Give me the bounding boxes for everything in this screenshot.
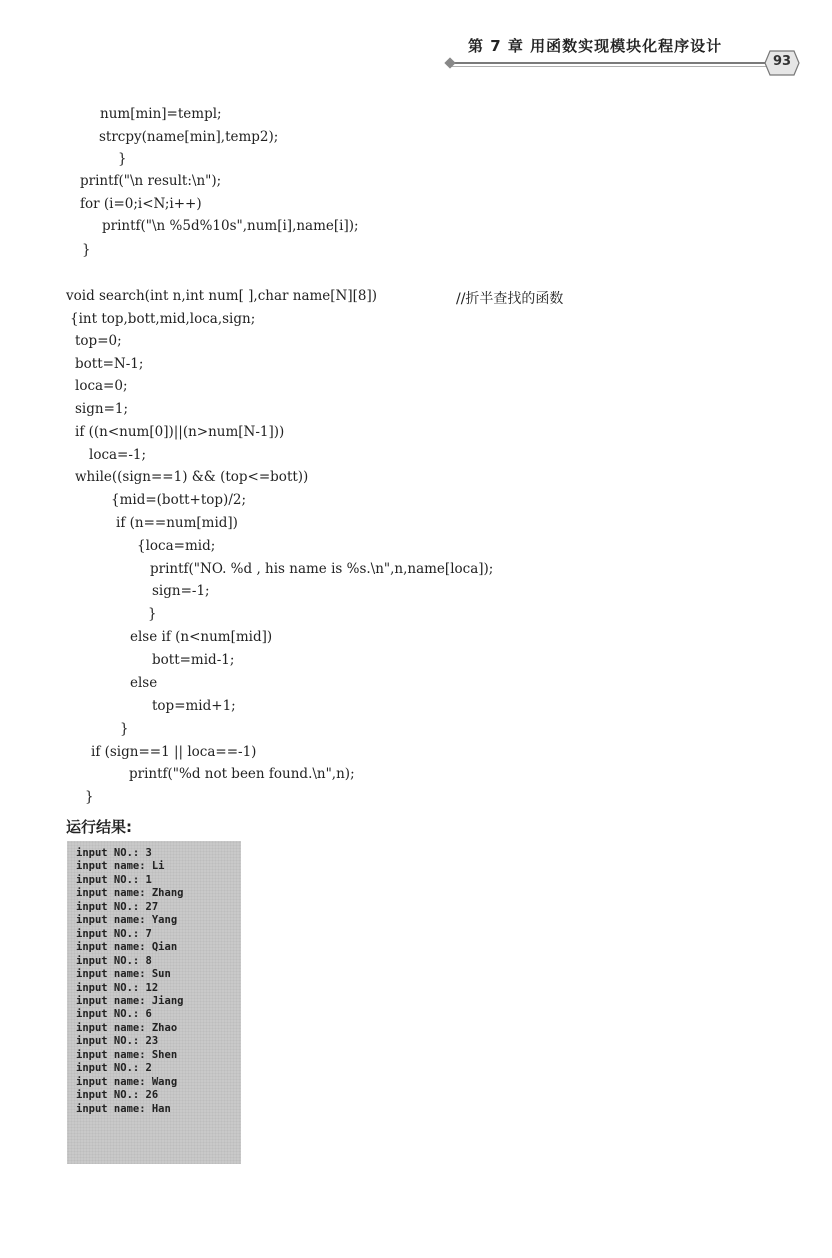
code-line: void search(int n,int num[ ],char name[N][8]) bbox=[66, 288, 378, 304]
code-line: if (n==num[mid]) bbox=[116, 515, 238, 531]
console-output bbox=[67, 841, 241, 1164]
console-line: input NO.: 6 bbox=[76, 1008, 152, 1021]
console-line: input name: Qian bbox=[76, 941, 178, 954]
code-line: printf("%d not been found.\n",n); bbox=[129, 766, 355, 782]
code-line: bott=N-1; bbox=[75, 356, 144, 372]
console-line: input NO.: 1 bbox=[76, 873, 152, 886]
code-line: loca=0; bbox=[75, 378, 128, 394]
code-line: } bbox=[118, 151, 127, 167]
chapter-title: 第 7 章 用函数实现模块化程序设计 bbox=[468, 37, 723, 55]
code-line: {loca=mid; bbox=[137, 538, 216, 554]
code-line: {mid=(bott+top)/2; bbox=[111, 492, 247, 508]
console-line: input name: Yang bbox=[76, 914, 178, 927]
code-line: sign=1; bbox=[75, 401, 129, 417]
code-line: if (sign==1 || loca==-1) bbox=[91, 744, 257, 760]
code-line: } bbox=[120, 721, 129, 737]
code-line: } bbox=[85, 789, 94, 805]
code-line: loca=-1; bbox=[89, 447, 147, 463]
console-line: input name: Shen bbox=[76, 1048, 178, 1061]
console-line: input name: Li bbox=[76, 860, 165, 873]
header-rule-thin bbox=[450, 66, 770, 67]
console-line: input NO.: 7 bbox=[76, 927, 152, 940]
console-line: input name: Zhao bbox=[76, 1021, 178, 1034]
console-line: input NO.: 27 bbox=[76, 900, 159, 913]
console-line: input NO.: 3 bbox=[76, 847, 152, 859]
code-line: top=mid+1; bbox=[152, 698, 236, 714]
page-header bbox=[440, 30, 820, 80]
console-line: input name: Han bbox=[76, 1102, 171, 1115]
code-line: } bbox=[148, 606, 157, 622]
code-line: num[min]=templ; bbox=[100, 106, 222, 122]
code-line: printf("NO. %d , his name is %s.\n",n,name[loca]); bbox=[150, 561, 494, 577]
console-line: input NO.: 8 bbox=[76, 954, 152, 967]
console-line: input name: Jiang bbox=[76, 994, 184, 1007]
console-line: input name: Wang bbox=[76, 1075, 178, 1088]
code-line: sign=-1; bbox=[152, 583, 210, 599]
result-heading: 运行结果: bbox=[66, 818, 132, 836]
console-line: input NO.: 12 bbox=[76, 981, 159, 994]
code-line: printf("\n result:\n"); bbox=[80, 173, 222, 189]
code-comment: //折半查找的函数 bbox=[456, 291, 564, 307]
code-line: top=0; bbox=[75, 333, 122, 349]
code-line: else bbox=[130, 675, 158, 691]
code-line: strcpy(name[min],temp2); bbox=[99, 129, 279, 145]
code-line: bott=mid-1; bbox=[152, 652, 235, 668]
console-line: input NO.: 26 bbox=[76, 1089, 159, 1102]
code-line: while((sign==1) && (top<=bott)) bbox=[75, 469, 309, 485]
console-line: input NO.: 2 bbox=[76, 1062, 152, 1075]
page-number: 93 bbox=[772, 54, 792, 69]
code-line: } bbox=[82, 242, 91, 258]
code-line: {int top,bott,mid,loca,sign; bbox=[70, 311, 256, 327]
console-line: input name: Sun bbox=[76, 968, 171, 981]
code-line: if ((n<num[0])||(n>num[N-1])) bbox=[75, 424, 285, 440]
console-line: input NO.: 23 bbox=[76, 1035, 159, 1048]
header-rule bbox=[450, 62, 770, 64]
console-line: input name: Zhang bbox=[76, 887, 184, 900]
code-line: for (i=0;i<N;i++) bbox=[80, 196, 202, 212]
code-line: printf("\n %5d%10s",num[i],name[i]); bbox=[102, 218, 359, 234]
page-number-badge bbox=[764, 50, 800, 76]
code-line: else if (n<num[mid]) bbox=[130, 629, 273, 645]
